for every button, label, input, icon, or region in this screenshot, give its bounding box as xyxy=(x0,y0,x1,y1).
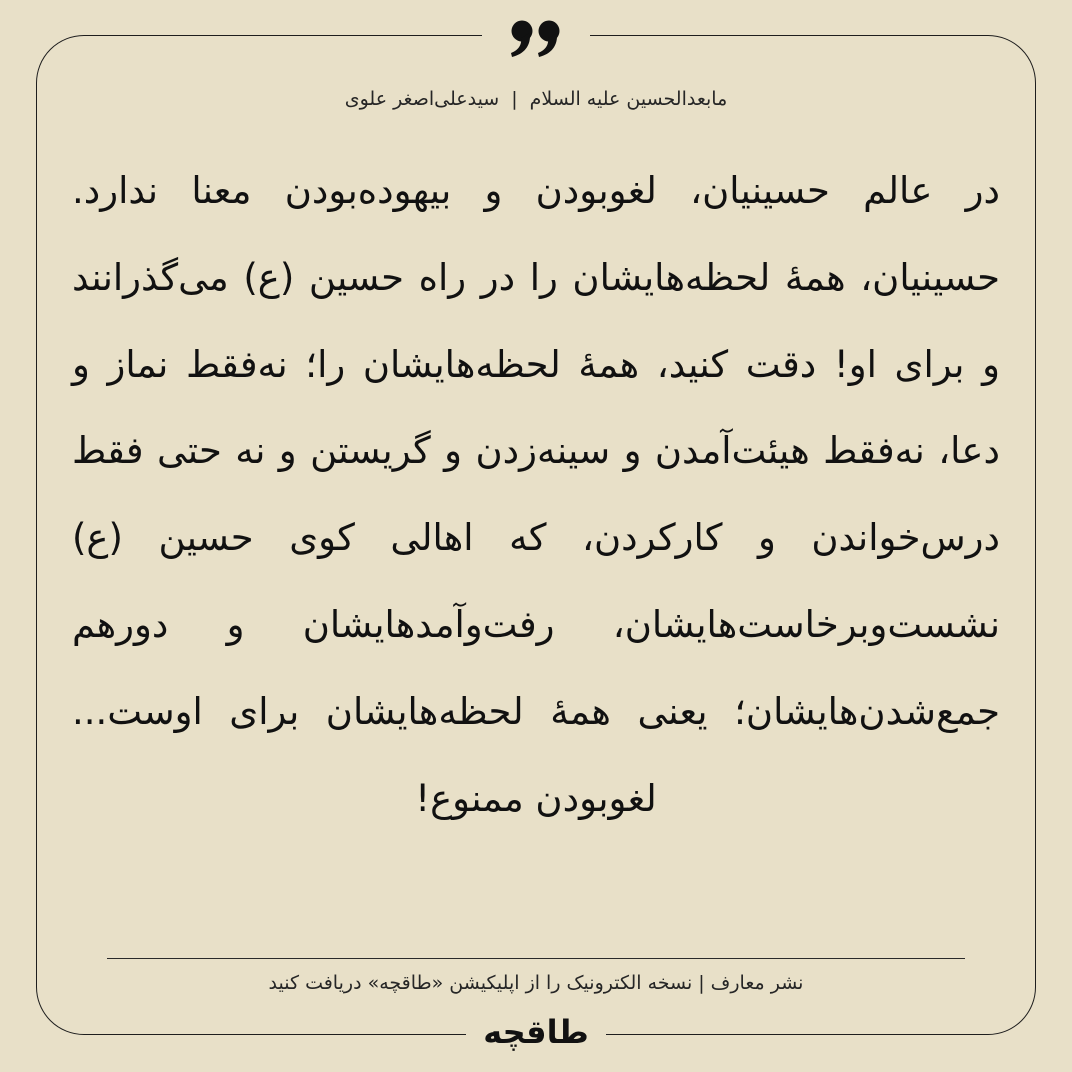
download-note: نسخه الکترونیک را از اپلیکیشن «طاقچه» دریافت کنید xyxy=(268,972,693,994)
quote-marks-svg xyxy=(508,18,564,58)
header-separator: | xyxy=(511,88,518,110)
quote-text: در عالم حسینیان، لغوبودن و بیهوده‌بودن معنا ندارد. حسینیان، همهٔ لحظه‌هایشان را در راه حسین (ع) می‌گذرانند و برای او! دقت کنید، همهٔ لحظه‌هایشان را؛ نه‌فقط نماز و دعا، نه‌فقط هیئت‌آمدن و سینه‌زدن و گریستن و نه حتی فقط درس‌خواندن و کارکردن، که اهالی کوی حسین (ع) نشست‌وبرخاست‌هایشان، رفت‌وآمدهایشان و دورهم جمع‌شدن‌هایشان؛ یعنی همهٔ لحظه‌هایشان برای اوست... لغوبودن ممنوع! xyxy=(72,169,1000,820)
quote-marks-icon xyxy=(482,6,590,70)
footer-separator: | xyxy=(698,972,705,994)
book-info xyxy=(80,82,992,116)
author-name: سیدعلی‌اصغر علوی xyxy=(344,88,500,110)
taaghche-logo: طاقچه xyxy=(483,1013,589,1051)
publisher-name: نشر معارف xyxy=(710,972,804,994)
footer-divider xyxy=(107,958,965,959)
book-title: مابعدالحسین علیه السلام xyxy=(529,88,728,110)
footer-note xyxy=(80,966,992,1000)
